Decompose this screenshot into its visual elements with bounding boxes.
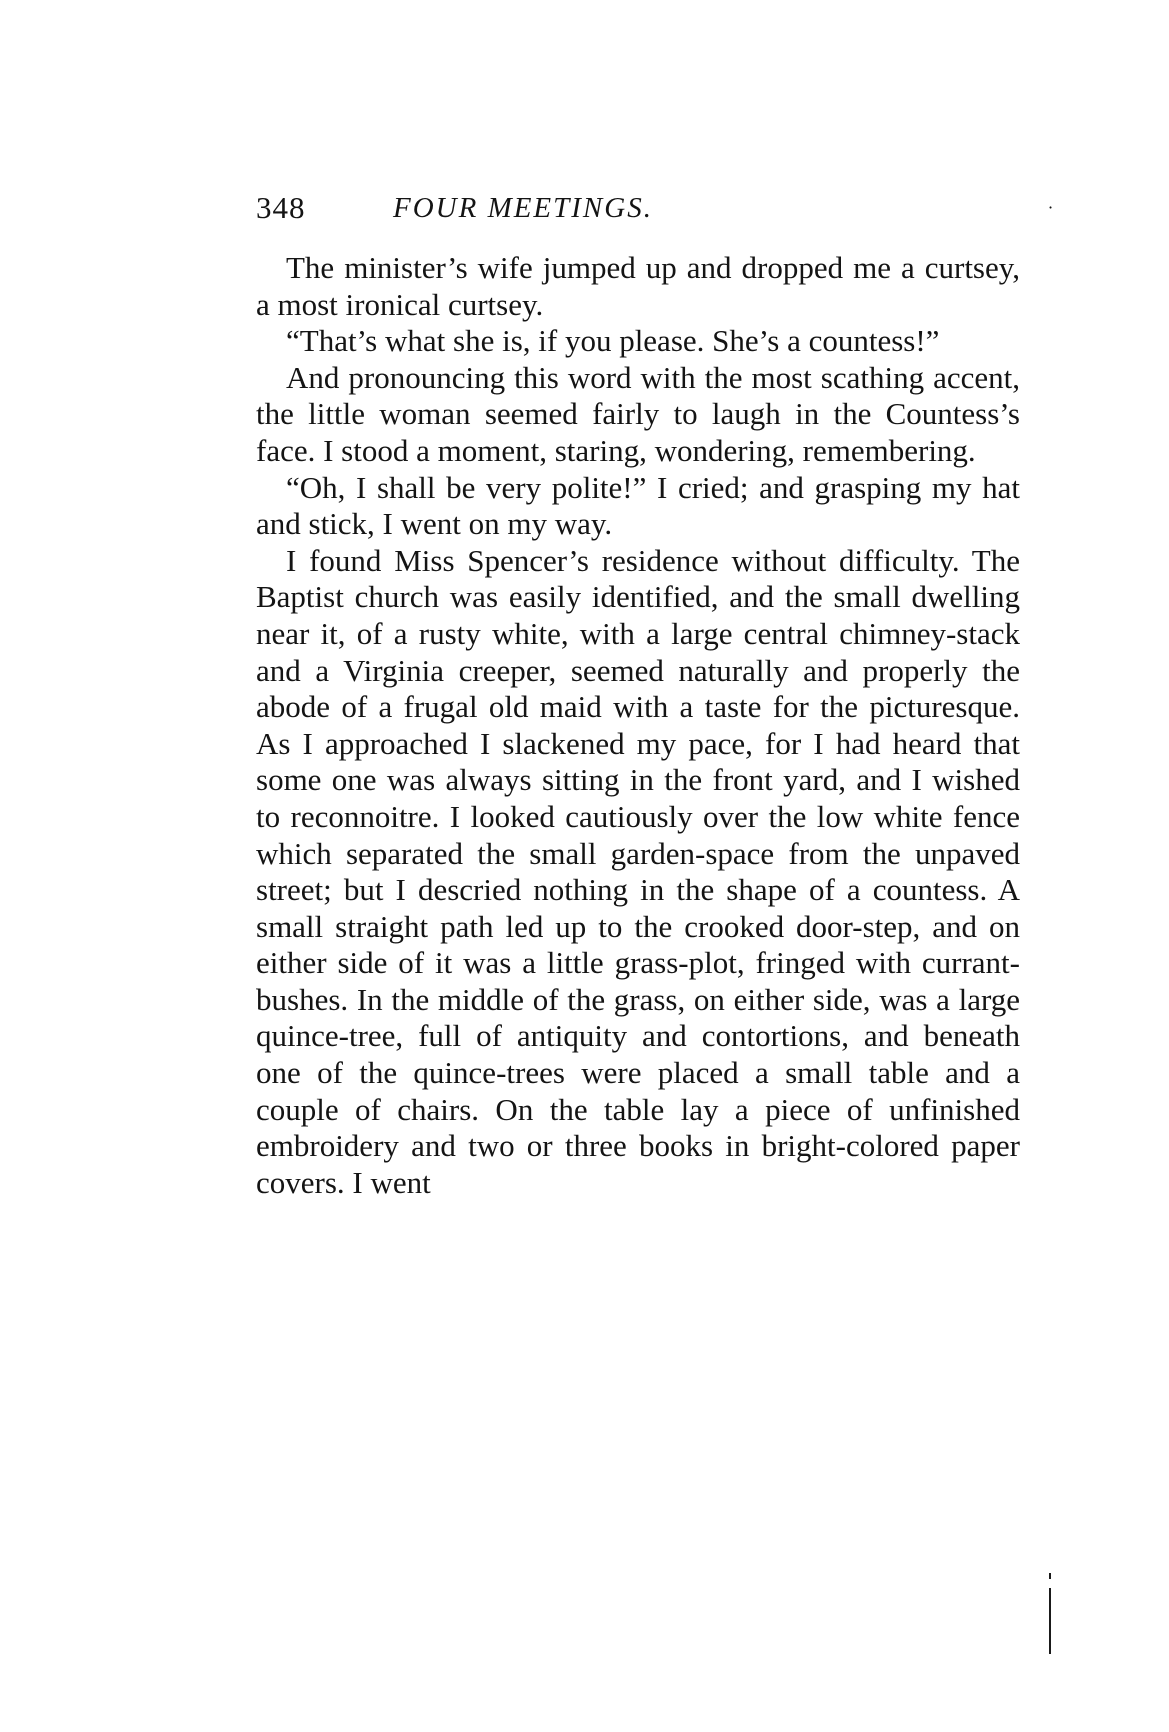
page-header: [256, 190, 1054, 238]
paragraph-2: “That’s what she is, if you please. She’s a countess!”: [286, 323, 940, 359]
printer-dot: ·: [1048, 198, 1054, 217]
page-number: 348: [256, 190, 306, 225]
margin-tick-mark: [1049, 1573, 1051, 1579]
paragraph-5: I found Miss Spencer’s residence without difficulty. The Baptist church was easily identified, and the small dwelling near it, of a rusty white, with a large central chimney-stack and a Virginia creeper, seemed naturally and properly the abode of a frugal old maid with a taste for the picturesque. As I approached I slackened my pace, for I had heard that some one was always sitting in the front yard, and I wished to reconnoitre. I looked cautiously over the low white fence which separated the small garden-space from the unpaved street; but I descried nothing in the shape of a countess. A small straight path led up to the crooked door-step, and on either side of it was a little grass-plot, fringed with currant-bushes. In the middle of the grass, on either side, was a large quince-tree, full of antiquity and contortions, and beneath one of the quince-trees were placed a small table and a couple of chairs. On the table lay a piece of unfinished embroidery and two or three books in bright-colored paper covers. I went: [256, 542, 1020, 1200]
paragraph-1: The minister’s wife jumped up and dropped me a curtsey, a most ironical curtsey.: [256, 250, 1020, 322]
running-head: FOUR MEETINGS.: [393, 192, 653, 224]
paragraph-4: “Oh, I shall be very polite!” I cried; and grasping my hat and stick, I went on my way.: [256, 469, 1020, 542]
body-text: [256, 250, 1020, 1201]
margin-line-mark: [1049, 1588, 1051, 1654]
paragraph-3: And pronouncing this word with the most scathing accent, the little woman seemed fairly to laugh in the Countess’s face. I stood a moment, staring, wondering, remembering.: [256, 359, 1020, 468]
